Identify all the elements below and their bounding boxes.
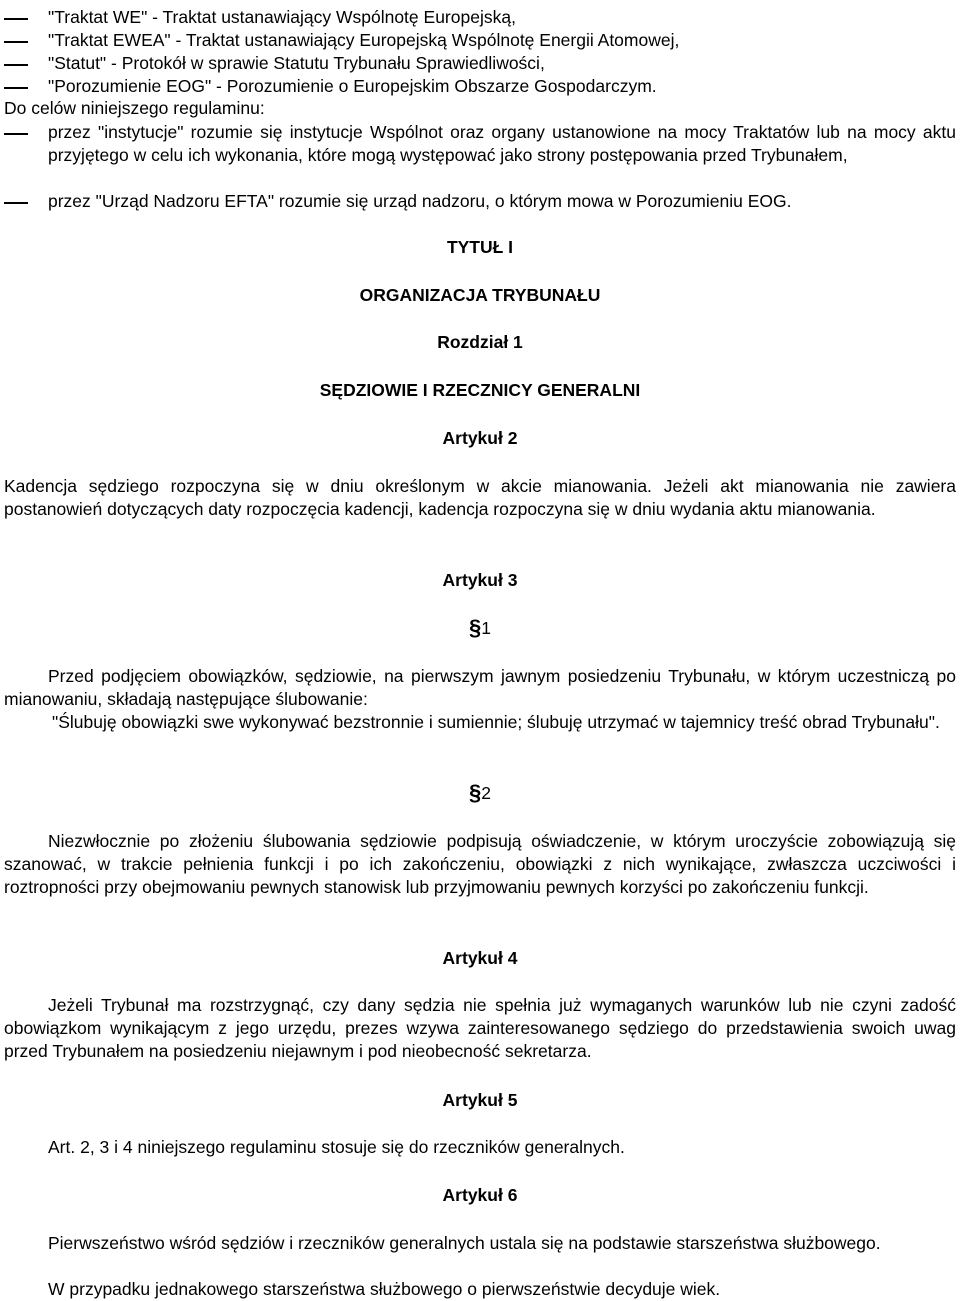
oath-text: "Ślubuję obowiązki swe wykonywać bezstronnie i sumiennie; ślubuję utrzymać w tajemnicy treść obrad Trybunału". (52, 712, 940, 732)
article-6-heading: Artykuł 6 (442, 1185, 518, 1205)
article-3-paragraph-2: Niezwłocznie po złożeniu ślubowania sędziowie podpisują oświadczenie, w którym uroczyście zobowiązują się szanować, w trakcie pełnienia funkcji i po ich zakończeniu, obowiązki z nich wynikające, zwłaszcza uczciwości i roztropności przy obejmowaniu pewnych stanowisk lub przyjmowaniu pewnych korzyści po zakończeniu funkcji. (4, 831, 956, 897)
article-2-text: Kadencja sędziego rozpoczyna się w dniu określonym w akcie mianowania. Jeżeli akt mianowania nie zawiera postanowień dotyczących daty rozpoczęcia kadencji, kadencja rozpoczyna się w dniu wydania aktu mianowania. (4, 476, 956, 519)
title-label: TYTUŁ I (446, 237, 514, 257)
article-5-heading: Artykuł 5 (442, 1090, 518, 1110)
definition-text: "Statut" - Protokół w sprawie Statutu Trybunału Sprawiedliwości, (48, 53, 545, 73)
article-6-text-1: Pierwszeństwo wśród sędziów i rzeczników generalnych ustala się na podstawie starszeństwa służbowego. (48, 1233, 881, 1253)
definition-text: przez "instytucje" rozumie się instytucje Wspólnot oraz organy ustanowione na mocy Traktatów lub na mocy aktu przyjętego w celu ich wykonania, które mogą występować jako strony postępowania przed Trybunałem, (48, 122, 956, 165)
article-2-heading: Artykuł 2 (442, 428, 518, 448)
intro-text: Do celów niniejszego regulaminu: (4, 98, 265, 118)
paragraph-number: 1 (481, 618, 491, 638)
article-5-text: Art. 2, 3 i 4 niniejszego regulaminu stosuje się do rzeczników generalnych. (48, 1137, 625, 1157)
definition-text: przez "Urząd Nadzoru EFTA" rozumie się urząd nadzoru, o którym mowa w Porozumieniu EOG. (48, 191, 792, 211)
article-3-paragraph-1: Przed podjęciem obowiązków, sędziowie, na pierwszym jawnym posiedzeniu Trybunału, w którym uczestniczą po mianowaniu, składają następujące ślubowanie: (4, 666, 956, 709)
definition-item (0, 121, 956, 167)
article-4-text: Jeżeli Trybunał ma rozstrzygnąć, czy dany sędzia nie spełnia już wymaganych warunków lub nie czyni zadość obowiązkom wynikającym z jego urzędu, prezes wzywa zainteresowanego sędziego do przedstawienia swoich uwag przed Trybunałem na posiedzeniu niejawnym i pod nieobecność sekretarza. (4, 995, 956, 1061)
definition-item (0, 190, 960, 213)
title-name: ORGANIZACJA TRYBUNAŁU (359, 285, 601, 305)
article-6-text-2: W przypadku jednakowego starszeństwa służbowego o pierwszeństwie decyduje wiek. (48, 1279, 721, 1299)
chapter-name: SĘDZIOWIE I RZECZNICY GENERALNI (319, 380, 641, 400)
paragraph-1-marker (0, 616, 960, 640)
article-4-heading: Artykuł 4 (442, 948, 518, 968)
definition-item (0, 29, 960, 52)
definition-item (0, 52, 960, 75)
section-sign: § (469, 780, 482, 805)
definition-item (0, 6, 960, 29)
definition-item (0, 75, 960, 98)
definition-text: "Traktat WE" - Traktat ustanawiający Wspólnotę Europejską, (48, 7, 516, 27)
article-3-heading: Artykuł 3 (442, 570, 518, 590)
paragraph-number: 2 (481, 783, 491, 803)
chapter-label: Rozdział 1 (437, 332, 523, 352)
definition-text: "Porozumienie EOG" - Porozumienie o Europejskim Obszarze Gospodarczym. (48, 76, 657, 96)
section-sign: § (469, 615, 482, 640)
definition-text: "Traktat EWEA" - Traktat ustanawiający Europejską Wspólnotę Energii Atomowej, (48, 30, 680, 50)
paragraph-2-marker (0, 781, 960, 805)
